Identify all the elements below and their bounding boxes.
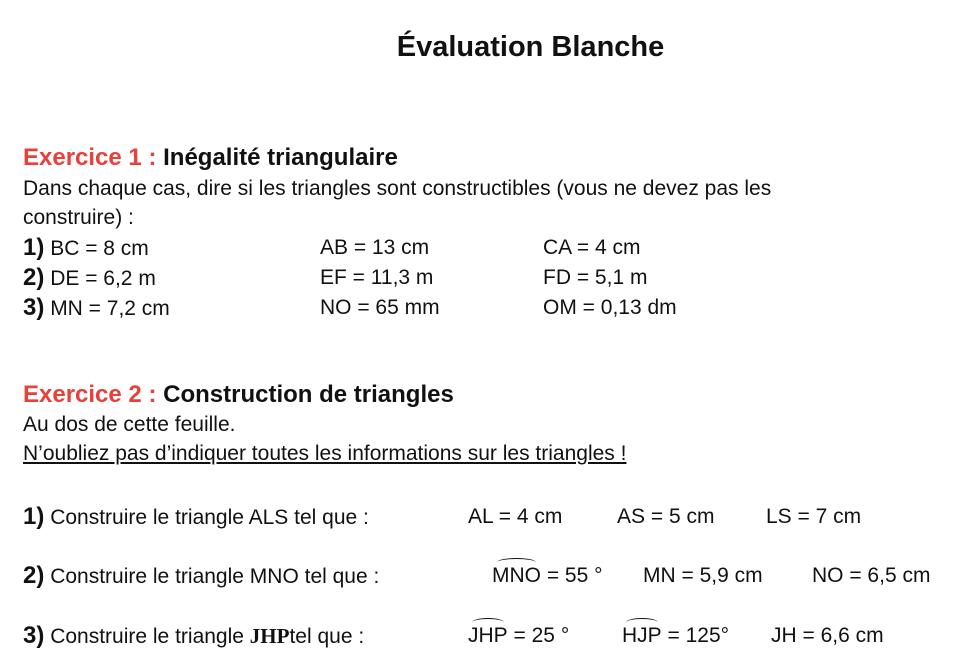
measure-a: MN = 7,2 cm bbox=[50, 297, 170, 320]
measure-c: OM = 0,13 dm bbox=[543, 296, 677, 319]
measure-a: BC = 8 cm bbox=[50, 237, 149, 260]
angle-label: MNO bbox=[492, 564, 541, 587]
exercise-1-instruction-line-1: Dans chaque cas, dire si les triangles sont constructibles (vous ne devez pas les bbox=[23, 177, 772, 200]
angle-measure-1 bbox=[468, 624, 569, 648]
angle-value: = 55 ° bbox=[541, 564, 603, 587]
triangle-name: JHP bbox=[249, 624, 290, 648]
item-number: 2) bbox=[23, 562, 45, 589]
exercise-2-title: Construction de triangles bbox=[163, 381, 454, 408]
measure-3: NO = 6,5 cm bbox=[812, 564, 931, 587]
exercise-2-number: Exercice 2 : bbox=[23, 381, 157, 408]
exercise-1-heading bbox=[23, 144, 398, 172]
measure-b: AB = 13 cm bbox=[320, 236, 430, 259]
measure-b: EF = 11,3 m bbox=[320, 266, 434, 289]
item-text: Construire le triangle ALS tel que : bbox=[50, 506, 369, 529]
item-text-before: Construire le triangle bbox=[50, 625, 250, 648]
angle-measure-1 bbox=[492, 564, 603, 588]
angle-value: = 125° bbox=[661, 624, 730, 647]
measure-3: LS = 7 cm bbox=[766, 505, 862, 528]
measure-b: NO = 65 mm bbox=[320, 296, 440, 319]
exercise-1-instruction-line-2: construire) : bbox=[23, 206, 134, 229]
exercise-1-title: Inégalité triangulaire bbox=[163, 144, 398, 171]
measure-a: DE = 6,2 m bbox=[50, 267, 156, 290]
exercise-2-line-2: N’oubliez pas d’indiquer toutes les informations sur les triangles ! bbox=[23, 442, 627, 465]
item-number: 3) bbox=[23, 622, 45, 649]
page-title: Évaluation Blanche bbox=[396, 31, 665, 63]
row-number: 3) bbox=[23, 294, 45, 321]
angle-label: JHP bbox=[468, 624, 508, 647]
exercise-2-heading bbox=[23, 381, 454, 409]
angle-measure-2 bbox=[622, 624, 729, 648]
measure-c: CA = 4 cm bbox=[543, 236, 641, 259]
item-text: Construire le triangle MNO tel que : bbox=[50, 565, 380, 588]
measure-c: FD = 5,1 m bbox=[543, 266, 648, 289]
exercise-2-line-1: Au dos de cette feuille. bbox=[23, 413, 236, 436]
measure-1: AL = 4 cm bbox=[468, 505, 563, 528]
item-number: 1) bbox=[23, 503, 45, 530]
row-number: 2) bbox=[23, 264, 45, 291]
exercise-1-number: Exercice 1 : bbox=[23, 144, 157, 171]
item-text-after: tel que : bbox=[289, 625, 365, 648]
row-number: 1) bbox=[23, 234, 45, 261]
measure-3: JH = 6,6 cm bbox=[771, 624, 884, 647]
angle-label: HJP bbox=[622, 624, 662, 647]
angle-value: = 25 ° bbox=[507, 624, 570, 647]
measure-2: MN = 5,9 cm bbox=[643, 564, 763, 587]
measure-2: AS = 5 cm bbox=[617, 505, 715, 528]
